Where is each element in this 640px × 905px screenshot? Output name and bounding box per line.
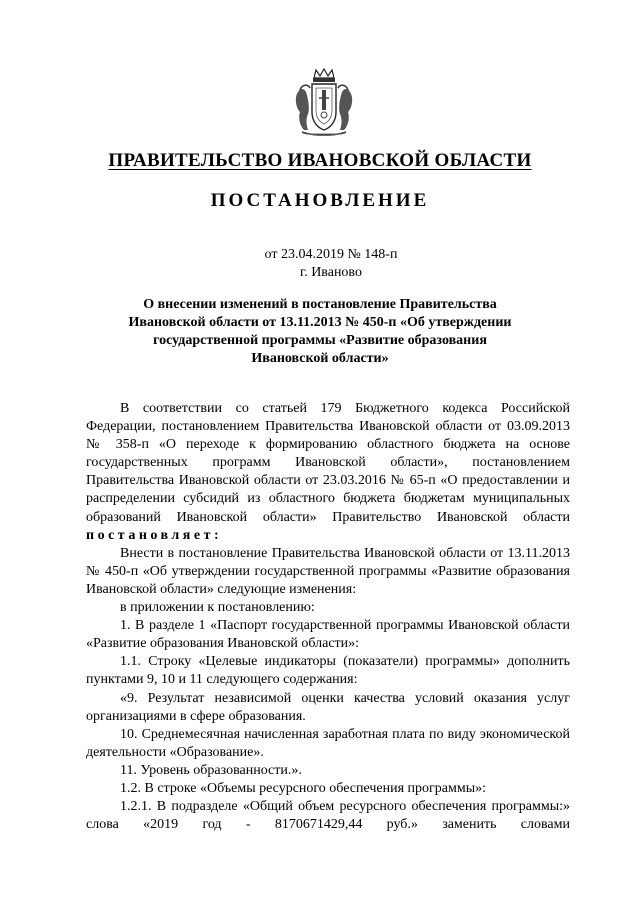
preamble-paragraph: В соответствии со статьей 179 Бюджетного кодекса Российской Федерации, постановлением Правительства Ивановской области от 03.09.2013 № 358-п «О переходе к формированию областного бюджета на основе государственных программ Ивановской области», постановлением Правительства Ивановской области от 23.03.2016 № 65-п «О предоставлении и распределении субсидий из областного бюджета бюджетам муниципальных образований Ивановской области» Правительство Ивановской области <box>86 401 570 525</box>
government-title-text: ПРАВИТЕЛЬСТВО ИВАНОВСКОЙ ОБЛАСТИ <box>108 150 532 171</box>
paragraph-2: в приложении к постановлению: <box>120 600 315 616</box>
paragraph-8: 1.2. В строке «Объемы ресурсного обеспечения программы»: <box>120 780 487 796</box>
subject-line-3: государственной программы «Развитие образования <box>153 333 487 348</box>
document-meta <box>0 246 640 282</box>
subject-line-2: Ивановской области от 13.11.2013 № 450-п «Об утверждении <box>128 315 512 330</box>
city: г. Иваново <box>300 265 362 280</box>
government-title <box>0 150 640 172</box>
coat-of-arms-emblem <box>292 68 356 138</box>
subject-line-1: О внесении изменений в постановление Правительства <box>143 297 497 312</box>
document-type: ПОСТАНОВЛЕНИЕ <box>210 190 430 211</box>
date-number: от 23.04.2019 № 148-п <box>264 247 398 262</box>
paragraph-5: «9. Результат независимой оценки качества условий оказания услуг организациями в сфере образования. <box>86 690 570 724</box>
paragraph-9: 1.2.1. В подразделе «Общий объем ресурсного обеспечения программы:» слова «2019 год - 8170671429,44 руб.» заменить словами <box>86 799 570 833</box>
document-subject <box>90 296 550 368</box>
paragraph-6: 10. Среднемесячная начисленная заработная плата по виду экономической деятельности «Образование». <box>86 726 570 760</box>
paragraph-1: Внести в постановление Правительства Ивановской области от 13.11.2013 № 450-п «Об утверждении государственной программы «Развитие образования Ивановской области» следующие изменения: <box>86 545 570 597</box>
paragraph-4: 1.1. Строку «Целевые индикаторы (показатели) программы» дополнить пунктами 9, 10 и 11 следующего содержания: <box>86 654 570 688</box>
paragraph-7: 11. Уровень образованности.». <box>120 762 302 778</box>
subject-line-4: Ивановской области» <box>251 351 389 366</box>
paragraph-3: 1. В разделе 1 «Паспорт государственной программы Ивановской области «Развитие образования Ивановской области»: <box>86 618 570 652</box>
resolves-keyword: постановляет: <box>86 527 223 543</box>
resolves-paragraph <box>86 527 570 545</box>
document-body <box>86 400 570 834</box>
